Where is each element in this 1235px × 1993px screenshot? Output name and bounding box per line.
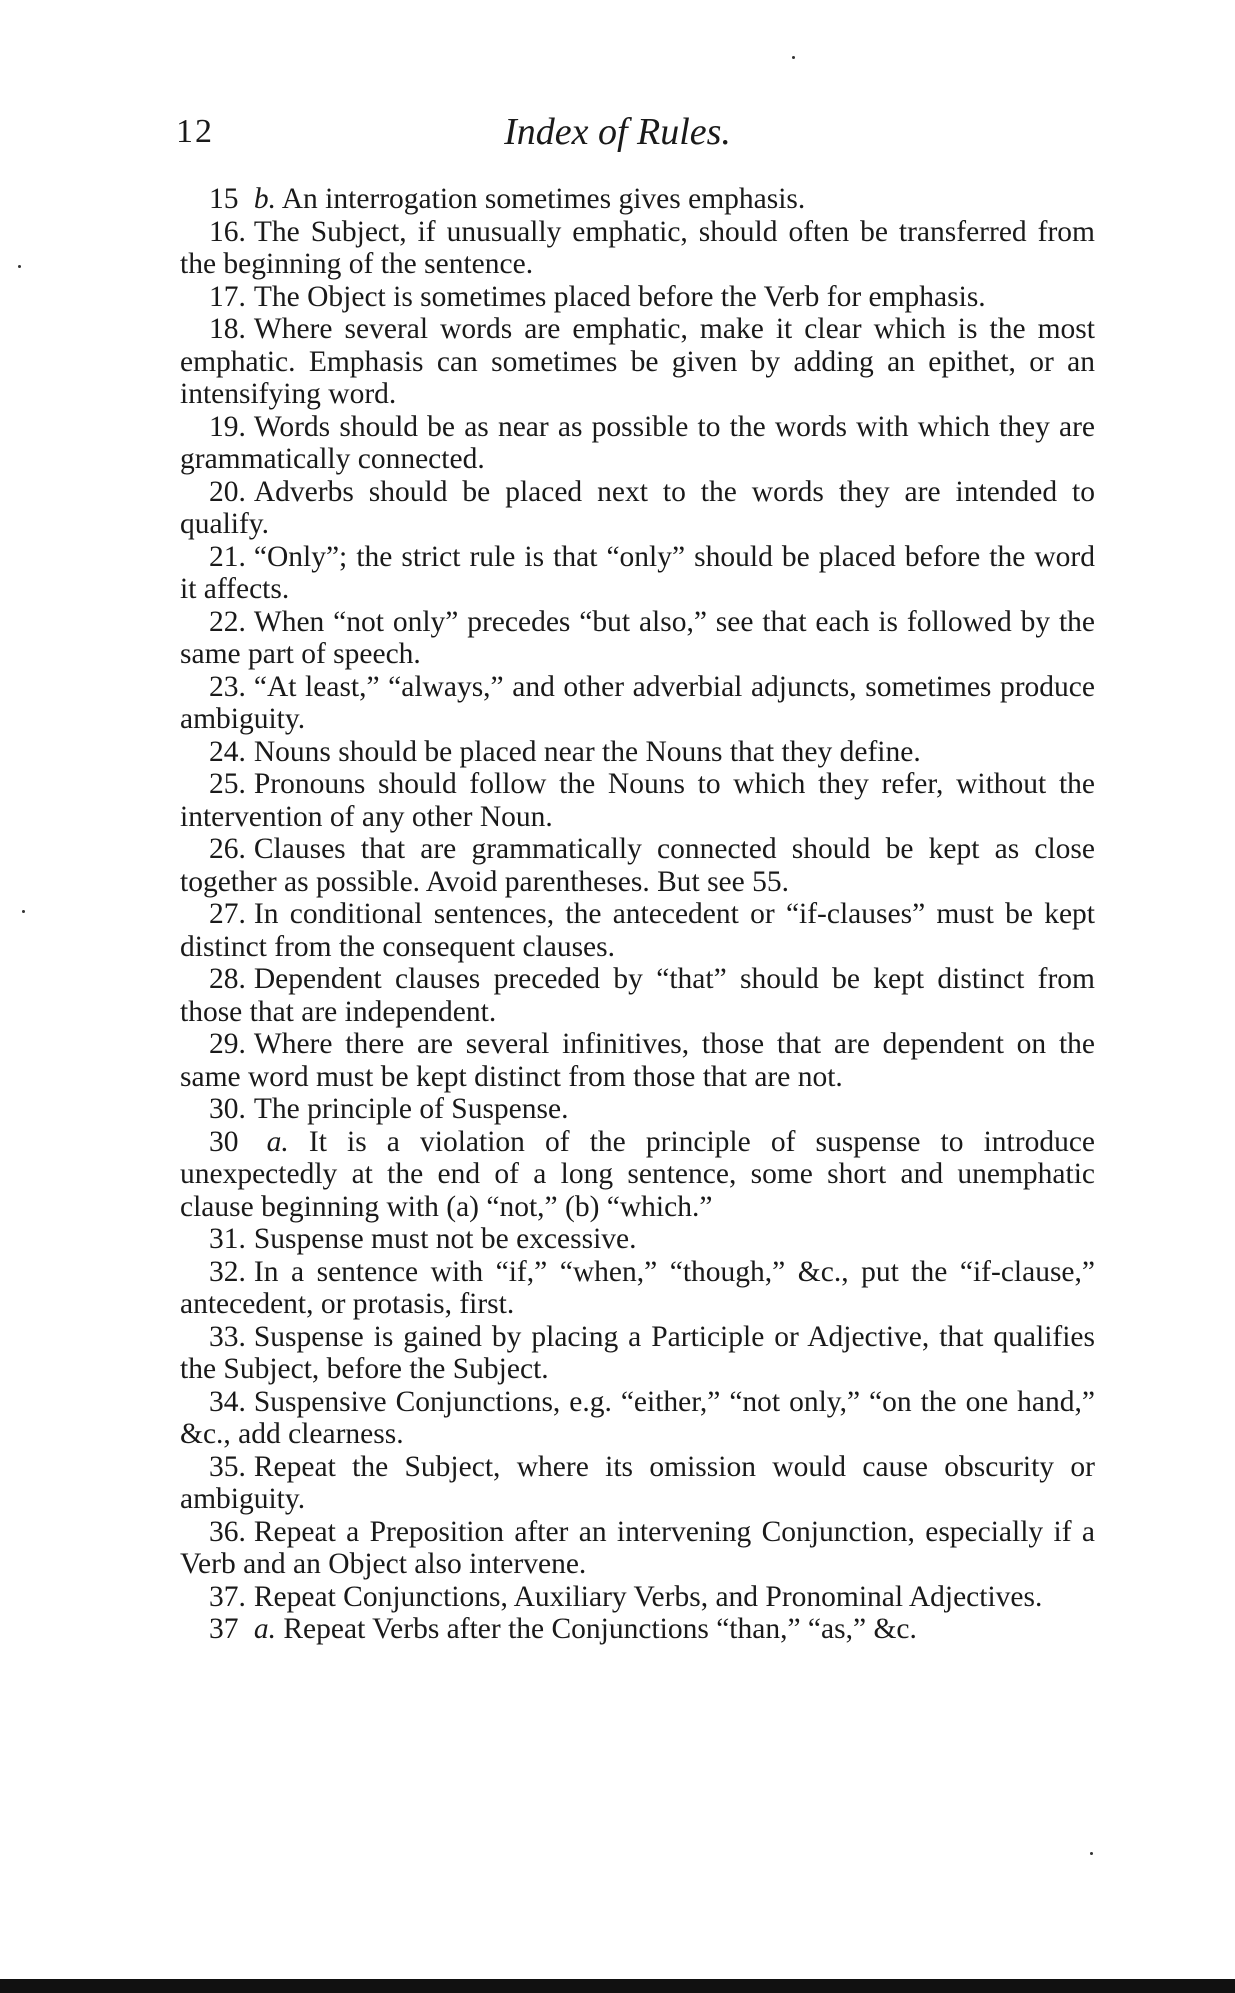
rule-item	[180, 1223, 1095, 1256]
rule-text: In a sentence with “if,” “when,” “though,” &c., put the “if-clause,” antecedent, or protasis, first.	[180, 1255, 1095, 1320]
rule-text: “Only”; the strict rule is that “only” should be placed before the word it affects.	[180, 540, 1095, 605]
rule-number: 28.	[209, 963, 246, 995]
rule-item	[180, 1093, 1095, 1126]
ink-speck	[792, 56, 795, 59]
rule-number: 34.	[209, 1385, 246, 1418]
rule-number: 16.	[209, 215, 246, 248]
rule-text: Dependent clauses preceded by “that” should be kept distinct from those that are independent.	[180, 963, 1095, 1028]
rule-item	[180, 541, 1095, 606]
rule-number: 24.	[209, 735, 246, 768]
ink-speck	[18, 265, 21, 268]
rule-text: It is a violation of the principle of suspense to introduce unexpectedly at the end of a long sentence, some short and unemphatic clause beginning with (a) “not,” (b) “which.”	[180, 1125, 1096, 1223]
page-number: 12	[176, 113, 214, 150]
rule-number: 29.	[209, 1028, 246, 1060]
rule-item	[180, 216, 1095, 281]
rule-number: 27.	[209, 898, 246, 930]
rule-sub-letter: b.	[253, 183, 276, 215]
ink-speck	[1090, 1852, 1093, 1855]
rule-number: 26.	[209, 833, 246, 865]
rule-number: 31.	[209, 1223, 246, 1255]
rule-text: Adverbs should be placed next to the words they are intended to qualify.	[180, 475, 1095, 540]
rule-number: 36.	[209, 1515, 246, 1548]
rules-list	[180, 183, 1095, 1646]
rule-item	[180, 1451, 1095, 1516]
rule-text: Repeat Verbs after the Conjunctions “than,” “as,” &c.	[283, 1613, 917, 1645]
rule-item	[180, 476, 1095, 541]
rule-text: The principle of Suspense.	[253, 1093, 569, 1125]
rule-number: 37	[209, 1613, 239, 1645]
ink-speck	[22, 910, 25, 913]
rule-number: 23.	[209, 670, 246, 703]
rule-number: 19.	[209, 410, 246, 443]
rule-number: 21.	[209, 540, 246, 573]
rule-text: In conditional sentences, the antecedent or “if-clauses” must be kept distinct from the consequent clauses.	[180, 898, 1095, 963]
rule-item	[180, 736, 1095, 769]
rule-number: 25.	[209, 768, 246, 800]
rule-text: The Subject, if unusually emphatic, should often be transferred from the beginning of the sentence.	[180, 215, 1095, 280]
rule-item	[180, 1613, 1095, 1646]
rule-item	[180, 183, 1095, 216]
rule-text: Where several words are emphatic, make it clear which is the most emphatic. Emphasis can sometimes be given by adding an epithet, or an intensifying word.	[180, 313, 1095, 410]
rule-text: The Object is sometimes placed before the Verb for emphasis.	[253, 280, 986, 313]
rule-item	[180, 281, 1095, 314]
rule-item	[180, 606, 1095, 671]
rule-number: 17.	[209, 280, 246, 313]
rule-text: Nouns should be placed near the Nouns that they define.	[253, 735, 921, 768]
rule-item	[180, 1516, 1095, 1581]
rule-number: 37.	[209, 1580, 246, 1613]
rule-item	[180, 1386, 1095, 1451]
rule-text: Pronouns should follow the Nouns to which they refer, without the intervention of any other Noun.	[180, 768, 1095, 833]
rule-item	[180, 963, 1095, 1028]
rule-text: Suspensive Conjunctions, e.g. “either,” “not only,” “on the one hand,” &c., add clearness.	[180, 1385, 1095, 1450]
rule-number: 33.	[209, 1320, 246, 1353]
rule-number: 15	[209, 183, 239, 215]
rule-item	[180, 1581, 1095, 1614]
rule-number: 20.	[209, 475, 246, 508]
rule-item	[180, 1321, 1095, 1386]
rule-text: “At least,” “always,” and other adverbial adjuncts, sometimes produce ambiguity.	[180, 670, 1095, 735]
rule-text: Suspense must not be excessive.	[253, 1223, 637, 1255]
rule-item	[180, 1028, 1095, 1093]
rule-number: 35.	[209, 1450, 246, 1483]
rule-number: 32.	[209, 1255, 246, 1288]
rule-item	[180, 411, 1095, 476]
rule-text: When “not only” precedes “but also,” see that each is followed by the same part of speech.	[180, 605, 1095, 670]
rule-item	[180, 898, 1095, 963]
rule-item	[180, 671, 1095, 736]
rule-number: 22.	[209, 605, 246, 638]
rule-text: Repeat a Preposition after an intervening Conjunction, especially if a Verb and an Object also intervene.	[180, 1515, 1095, 1580]
rule-item	[180, 768, 1095, 833]
page-title: Index of Rules.	[504, 111, 731, 153]
rule-text: Words should be as near as possible to the words with which they are grammatically connected.	[180, 410, 1095, 475]
rule-item	[180, 833, 1095, 898]
rule-text: Where there are several infinitives, those that are dependent on the same word must be kept distinct from those that are not.	[180, 1028, 1095, 1093]
rule-sub-letter: a.	[253, 1613, 276, 1645]
scan-edge	[0, 1979, 1235, 1993]
rule-number: 30.	[209, 1093, 246, 1125]
rule-item	[180, 1126, 1095, 1224]
rule-text: Repeat the Subject, where its omission would cause obscurity or ambiguity.	[180, 1450, 1095, 1515]
rule-number: 18.	[209, 313, 246, 345]
rule-sub-letter: a.	[266, 1125, 289, 1158]
rule-text: Repeat Conjunctions, Auxiliary Verbs, and Pronominal Adjectives.	[253, 1580, 1043, 1613]
rule-text: Clauses that are grammatically connected should be kept as close together as possible. Avoid parentheses. But see 55.	[180, 833, 1095, 898]
rule-item	[180, 313, 1095, 411]
rule-text: An interrogation sometimes gives emphasis.	[281, 183, 806, 215]
rule-item	[180, 1256, 1095, 1321]
rule-number: 30	[209, 1125, 239, 1158]
rule-text: Suspense is gained by placing a Participle or Adjective, that qualifies the Subject, before the Subject.	[180, 1320, 1095, 1385]
